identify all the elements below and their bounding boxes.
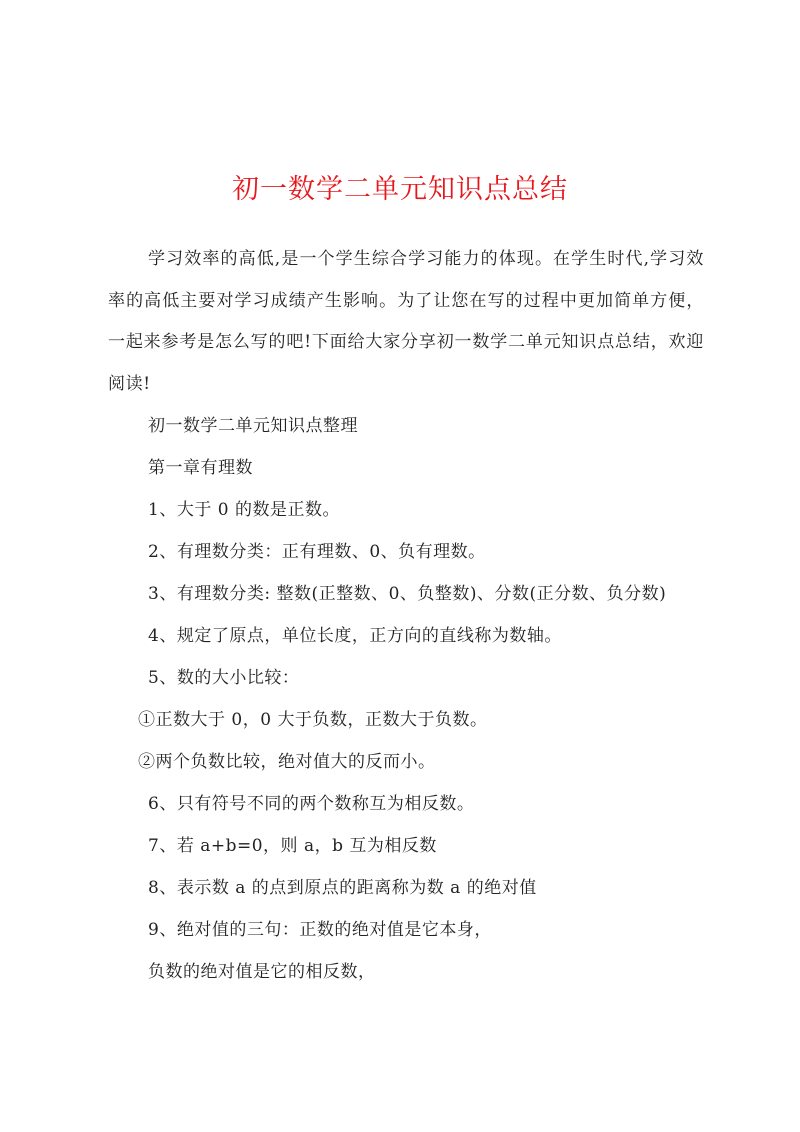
list-subitem: ①正数大于 0，0 大于负数，正数大于负数。: [138, 710, 488, 730]
list-item: 2、有理数分类：正有理数、0、负有理数。: [148, 542, 486, 562]
section-heading: 初一数学二单元知识点整理: [148, 416, 358, 436]
intro-paragraph: 学习效率的高低,是一个学生综合学习能力的体现。在学生时代,学习效率的高低主要对学习成绩产生影响。为了让您在写的过程中更加简单方便，一起来参考是怎么写的吧!下面给大家分享初一数学二单元知识点总结，欢迎阅读!: [108, 249, 704, 394]
list-item: 9、绝对值的三句：正数的绝对值是它本身，: [148, 920, 492, 940]
list-item: 1、大于 0 的数是正数。: [148, 500, 340, 520]
list-item: 8、表示数 a 的点到原点的距离称为数 a 的绝对值: [148, 878, 537, 898]
list-item: 7、若 a+b=0，则 a，b 互为相反数: [148, 836, 437, 856]
list-item: 4、规定了原点，单位长度，正方向的直线称为数轴。: [148, 626, 562, 646]
list-item: 5、数的大小比较：: [148, 668, 300, 688]
list-subitem: ②两个负数比较，绝对值大的反而小。: [138, 752, 436, 772]
list-item-continuation: 负数的绝对值是它的相反数，: [148, 962, 376, 982]
list-item: 6、只有符号不同的两个数称互为相反数。: [148, 794, 475, 814]
list-item: 3、有理数分类: 整数(正整数、0、负整数)、分数(正分数、负分数): [148, 584, 667, 604]
chapter-heading: 第一章有理数: [148, 458, 253, 478]
document-title: 初一数学二单元知识点总结: [232, 174, 568, 205]
